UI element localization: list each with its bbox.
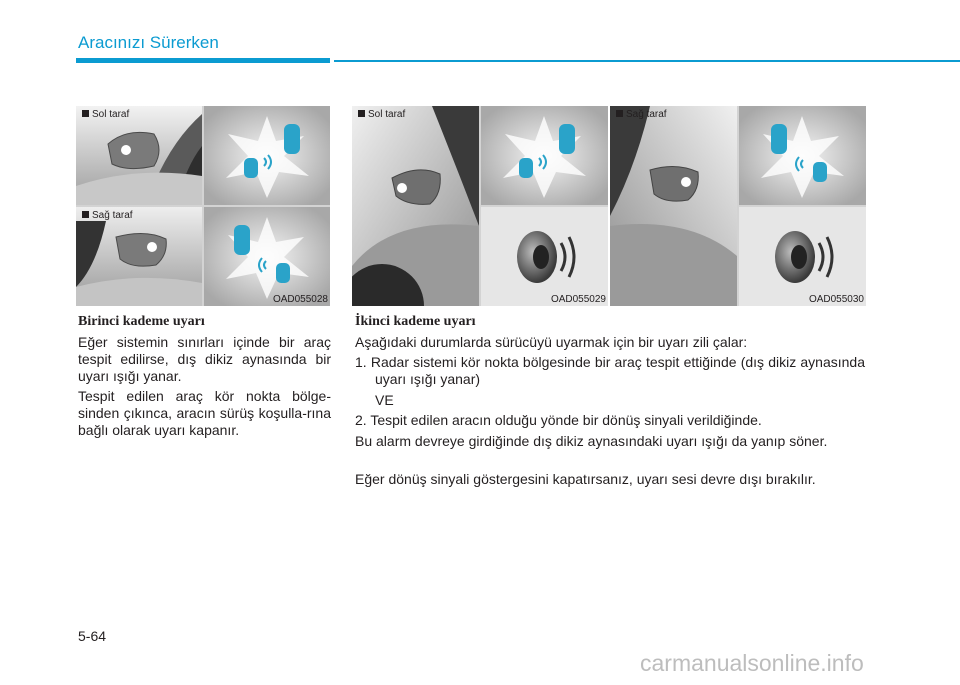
warning-light-icon (147, 242, 157, 252)
warning-light-icon (681, 177, 691, 187)
car-icon (813, 162, 827, 182)
conjunction-ve: VE (375, 392, 394, 408)
car-side-right-panel (610, 106, 737, 306)
square-bullet-icon (82, 110, 89, 117)
figure-code: OAD055029 (550, 294, 606, 305)
page-section-title: Aracınızı Sürerken (78, 33, 219, 52)
car-icon (276, 263, 290, 283)
square-bullet-icon (358, 110, 365, 117)
header-rule-thin (334, 60, 960, 62)
figure-first-level-warning (76, 106, 330, 306)
car-icon (234, 225, 250, 255)
radar-left-panel (204, 106, 330, 205)
car-icon (519, 158, 533, 178)
second-level-heading: İkinci kademe uyarı (355, 314, 476, 329)
panel-label: Sağ taraf (616, 109, 667, 120)
car-icon (244, 158, 258, 178)
figure-code: OAD055028 (272, 294, 328, 305)
second-level-paragraph-3: Bu alarm devreye girdiğinde dış dikiz aynasındaki uyarı ışığı da yanıp söner. (355, 433, 828, 449)
watermark-text: carmanualsonline.info (640, 650, 864, 676)
radar-panel (481, 106, 608, 205)
warning-light-icon (397, 183, 407, 193)
second-level-intro: Aşağıdaki durumlarda sürücüyü uyarmak için bir uyarı zili çalar: (355, 334, 748, 350)
speaker-panel (739, 207, 866, 306)
page-number: 5-64 (78, 628, 107, 644)
radar-panel (739, 106, 866, 205)
warning-light-icon (121, 145, 131, 155)
square-bullet-icon (82, 211, 89, 218)
second-level-paragraph-4: Eğer dönüş sinyali göstergesini kapatırsanız, uyarı sesi devre dışı bırakılır. (355, 471, 816, 487)
car-side-left-panel (352, 106, 479, 306)
mirror-left-panel (76, 106, 202, 205)
first-level-heading: Birinci kademe uyarı (78, 314, 205, 329)
car-icon (559, 124, 575, 154)
figure-second-level-right (610, 106, 866, 306)
first-level-paragraph-2: Tespit edilen araç kör nokta bölge-sinden çıkınca, aracın sürüş koşulla-rına bağlı olarak uyarı kapanır. (78, 388, 331, 438)
figure-code: OAD055030 (808, 294, 864, 305)
square-bullet-icon (616, 110, 623, 117)
radar-right-panel (204, 207, 330, 306)
panel-label-right: Sağ taraf (82, 210, 133, 221)
condition-item-2: 2. Tespit edilen aracın olduğu yönde bir dönüş sinyali verildiğinde. (355, 412, 762, 428)
first-level-paragraph-1: Eğer sistemin sınırları içinde bir araç tespit edilirse, dış dikiz aynasında bir uyarı ışığı yanar. (78, 334, 331, 384)
condition-item-1: 1. Radar sistemi kör nokta bölgesinde bir araç tespit ettiğinde (dış dikiz aynasında uyarı ışığı yanar) (355, 354, 865, 387)
car-icon (284, 124, 300, 154)
car-icon (771, 124, 787, 154)
panel-label-left: Sol taraf (82, 109, 129, 120)
mirror-right-panel (76, 207, 202, 306)
panel-label: Sol taraf (358, 109, 405, 120)
figure-second-level-left (352, 106, 608, 306)
speaker-panel (481, 207, 608, 306)
header-rule-thick (76, 58, 330, 63)
